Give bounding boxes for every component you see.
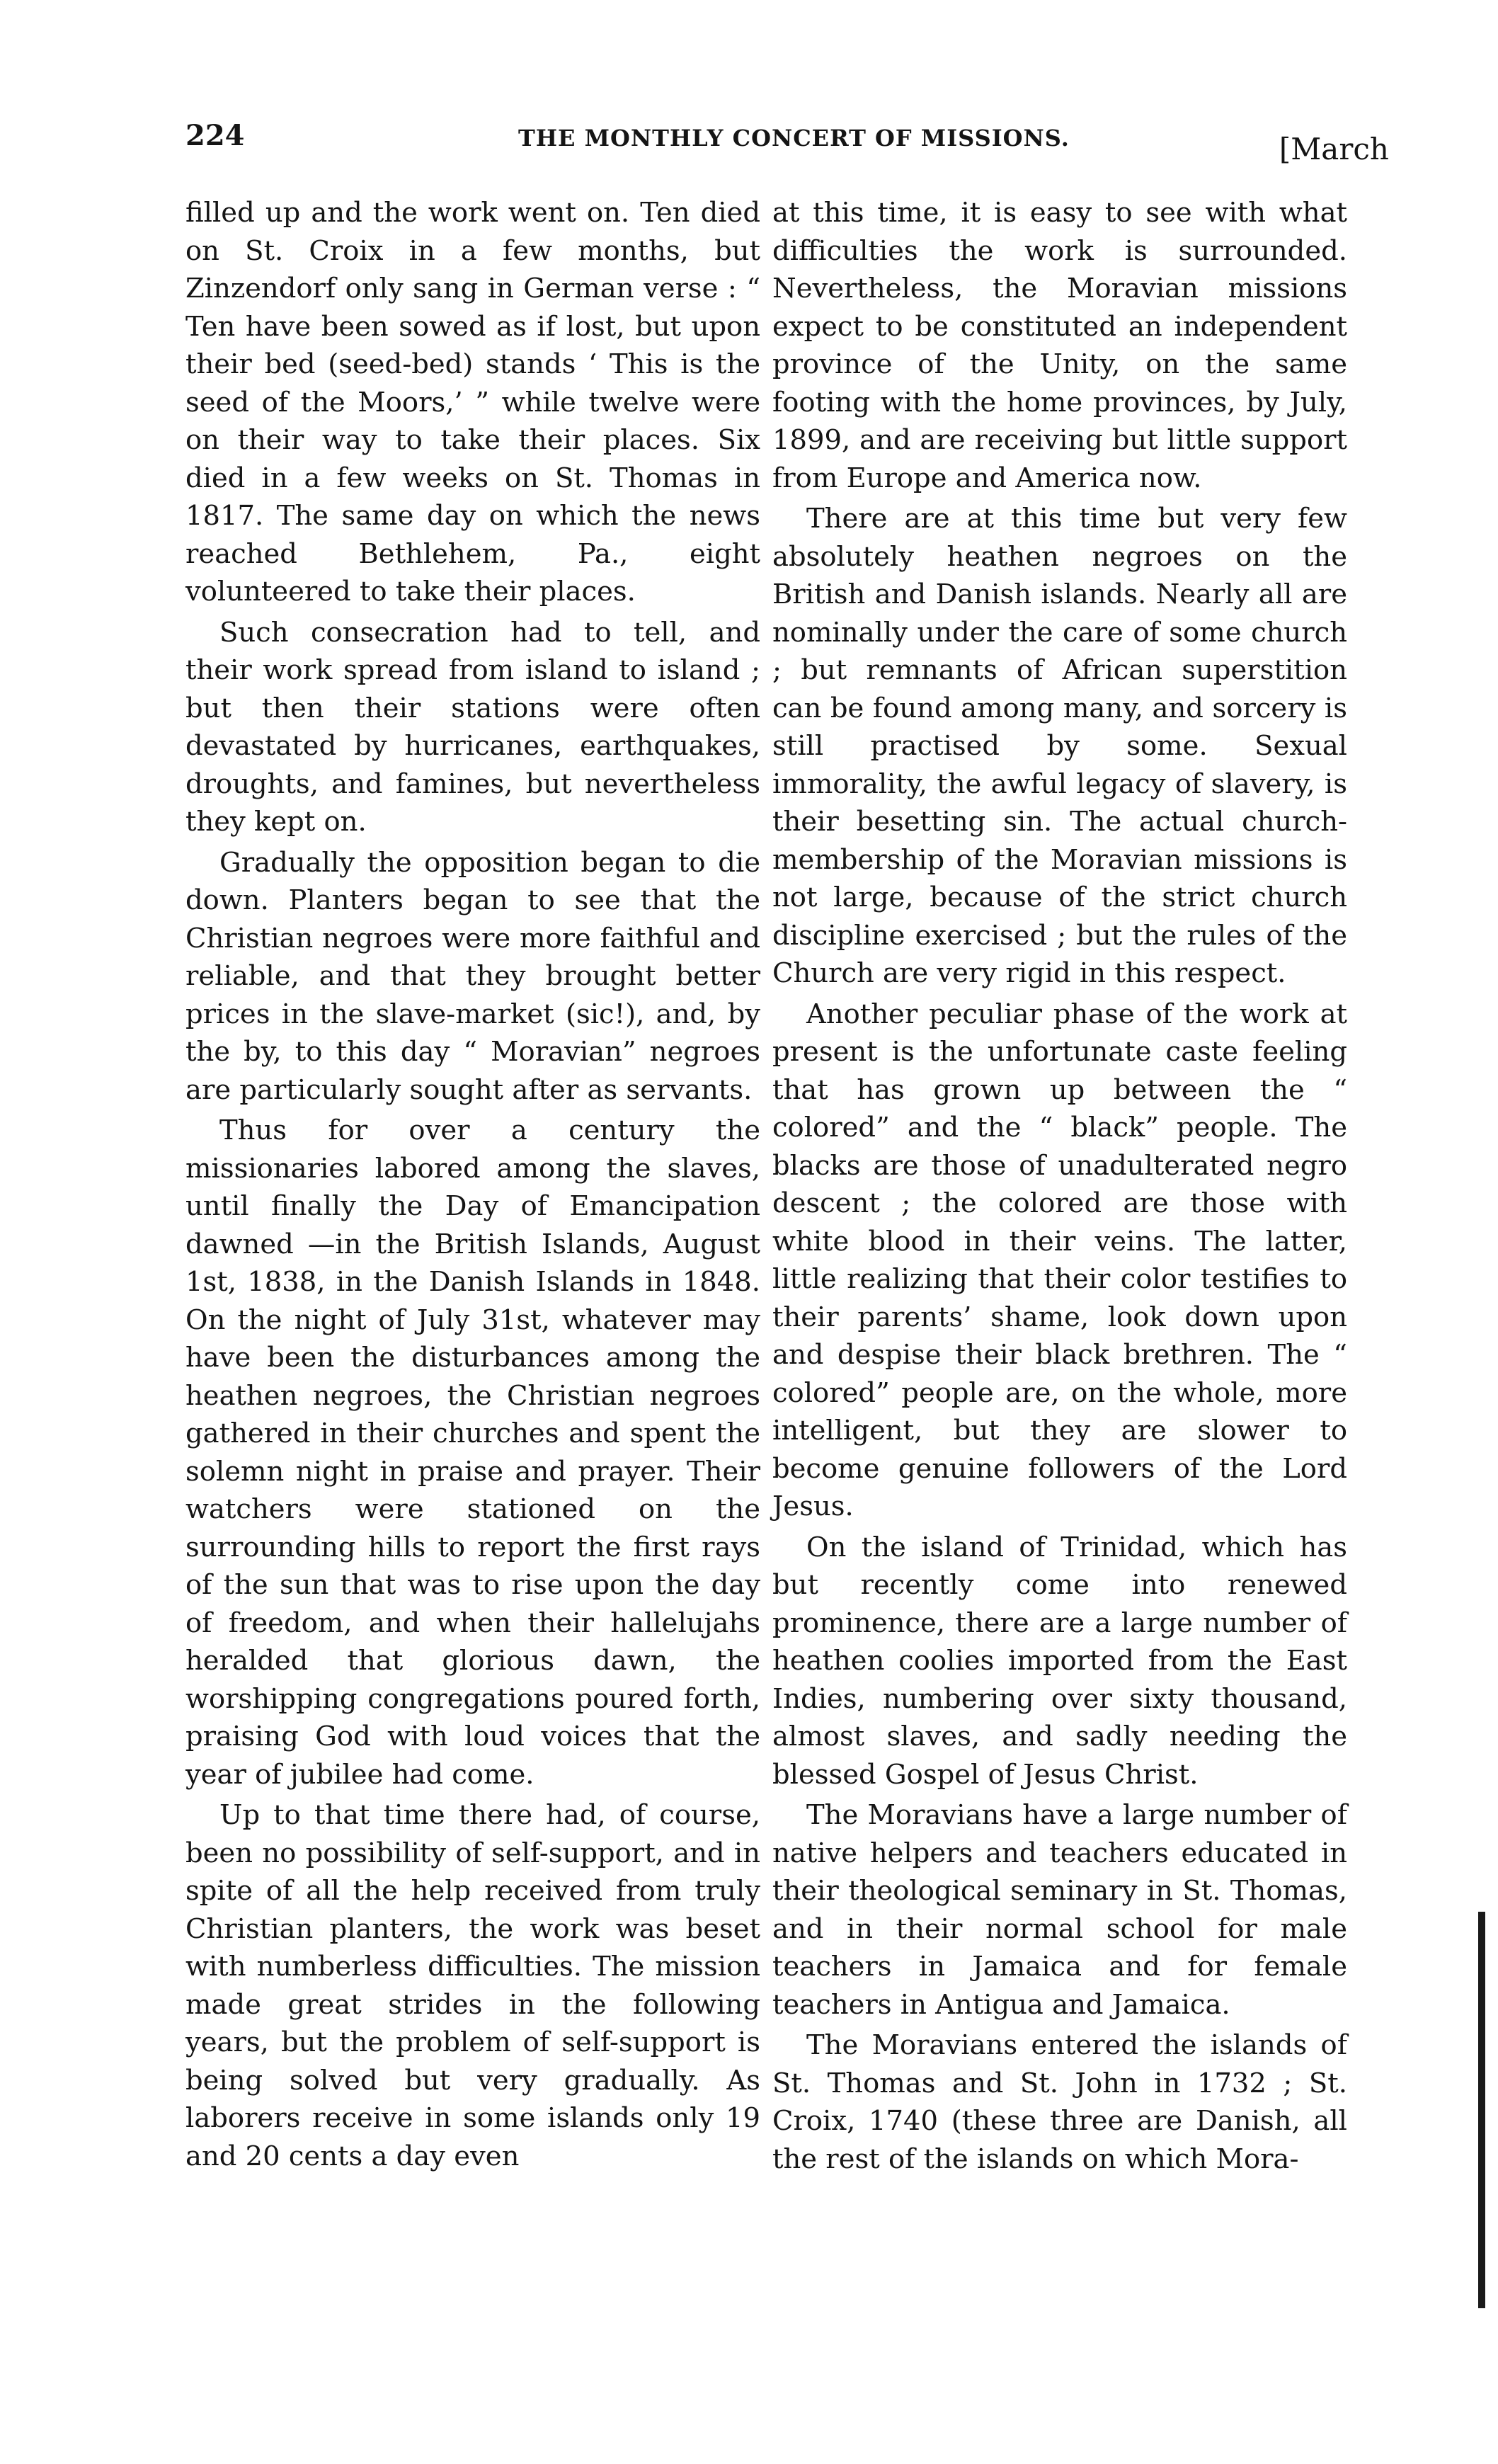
page-header bbox=[185, 119, 1389, 169]
paragraph: Another peculiar phase of the work at present is the unfortunate caste feeling that has grown up between the “ colored” and the “ black” people. The blacks are those of unadulterated negro descent ; the colored are those with white blood in their veins. The latter, little realizing that their color testifies to their parents’ shame, look down upon and despise their black brethren. The “ colored” people are, on the whole, more intelligent, but they are slower to become genuine followers of the Lord Jesus. bbox=[772, 998, 1347, 1522]
paragraph: The Moravians entered the islands of St. Thomas and St. John in 1732 ; St. Croix, 1740 (these three are Danish, all the rest of the islands on which Mora- bbox=[772, 2029, 1347, 2175]
paragraph: at this time, it is easy to see with what difficulties the work is surrounded. Nevertheless, the Moravian missions expect to be constituted an independent province of the Unity, on the same footing with the home provinces, by July, 1899, and are receiving but little support from Europe and America now. bbox=[772, 197, 1347, 494]
right-column bbox=[772, 194, 1347, 2178]
running-title: THE MONTHLY CONCERT OF MISSIONS. bbox=[518, 125, 1070, 152]
paragraph: There are at this time but very few absolutely heathen negroes on the British and Danish islands. Nearly all are nominally under the care of some church ; but remnants of African superstition can be found among many, and sorcery is still practised by some. Sexual immorality, the awful legacy of slavery, is their besetting sin. The actual church-membership of the Moravian missions is not large, because of the strict church discipline exercised ; but the rules of the Church are very rigid in this respect. bbox=[772, 503, 1347, 989]
paragraph: On the island of Trinidad, which has but recently come into renewed prominence, there are a large number of heathen coolies imported from the East Indies, numbering over sixty thousand, almost slaves, and sadly needing the blessed Gospel of Jesus Christ. bbox=[772, 1531, 1347, 1791]
scan-edge-mark bbox=[1478, 1912, 1485, 2308]
paragraph: Gradually the opposition began to die down. Planters began to see that the Christian negroes were more faithful and reliable, and that they brought better prices in the slave-market (sic!), and, by the by, to this day “ Moravian” negroes are particularly sought after as servants. bbox=[185, 846, 760, 1106]
issue-month: [March bbox=[1279, 132, 1389, 166]
paragraph: The Moravians have a large number of native helpers and teachers educated in their theological seminary in St. Thomas, and in their normal school for male teachers in Jamaica and for female teachers in Antigua and Jamaica. bbox=[772, 1799, 1347, 2021]
paragraph: Thus for over a century the missionaries labored among the slaves, until finally the Day of Emancipation dawned —in the British Islands, August 1st, 1838, in the Danish Islands in 1848. On the night of July 31st, whatever may have been the disturbances among the heathen negroes, the Christian negroes gathered in their churches and spent the solemn night in praise and prayer. Their watchers were stationed on the surrounding hills to report the first rays of the sun that was to rise upon the day of freedom, and when their hallelujahs heralded that glorious dawn, the worshipping congregations poured forth, praising God with loud voices that the year of jubilee had come. bbox=[185, 1114, 760, 1791]
left-column bbox=[185, 194, 760, 2175]
paragraph: Such consecration had to tell, and their work spread from island to island ; but then their stations were often devastated by hurricanes, earthquakes, droughts, and famines, but nevertheless they kept on. bbox=[185, 616, 760, 838]
paragraph: Up to that time there had, of course, been no possibility of self-support, and in spite of all the help received from truly Christian planters, the work was beset with numberless difficulties. The mission made great strides in the following years, but the problem of self-support is being solved but very gradually. As laborers receive in some islands only 19 and 20 cents a day even bbox=[185, 1799, 760, 2172]
page-number: 224 bbox=[185, 119, 245, 152]
paragraph: filled up and the work went on. Ten died on St. Croix in a few months, but Zinzendorf only sang in German verse : “ Ten have been sowed as if lost, but upon their bed (seed-bed) stands ‘ This is the seed of the Moors,’ ” while twelve were on their way to take their places. Six died in a few weeks on St. Thomas in 1817. The same day on which the news reached Bethlehem, Pa., eight volunteered to take their places. bbox=[185, 197, 760, 608]
